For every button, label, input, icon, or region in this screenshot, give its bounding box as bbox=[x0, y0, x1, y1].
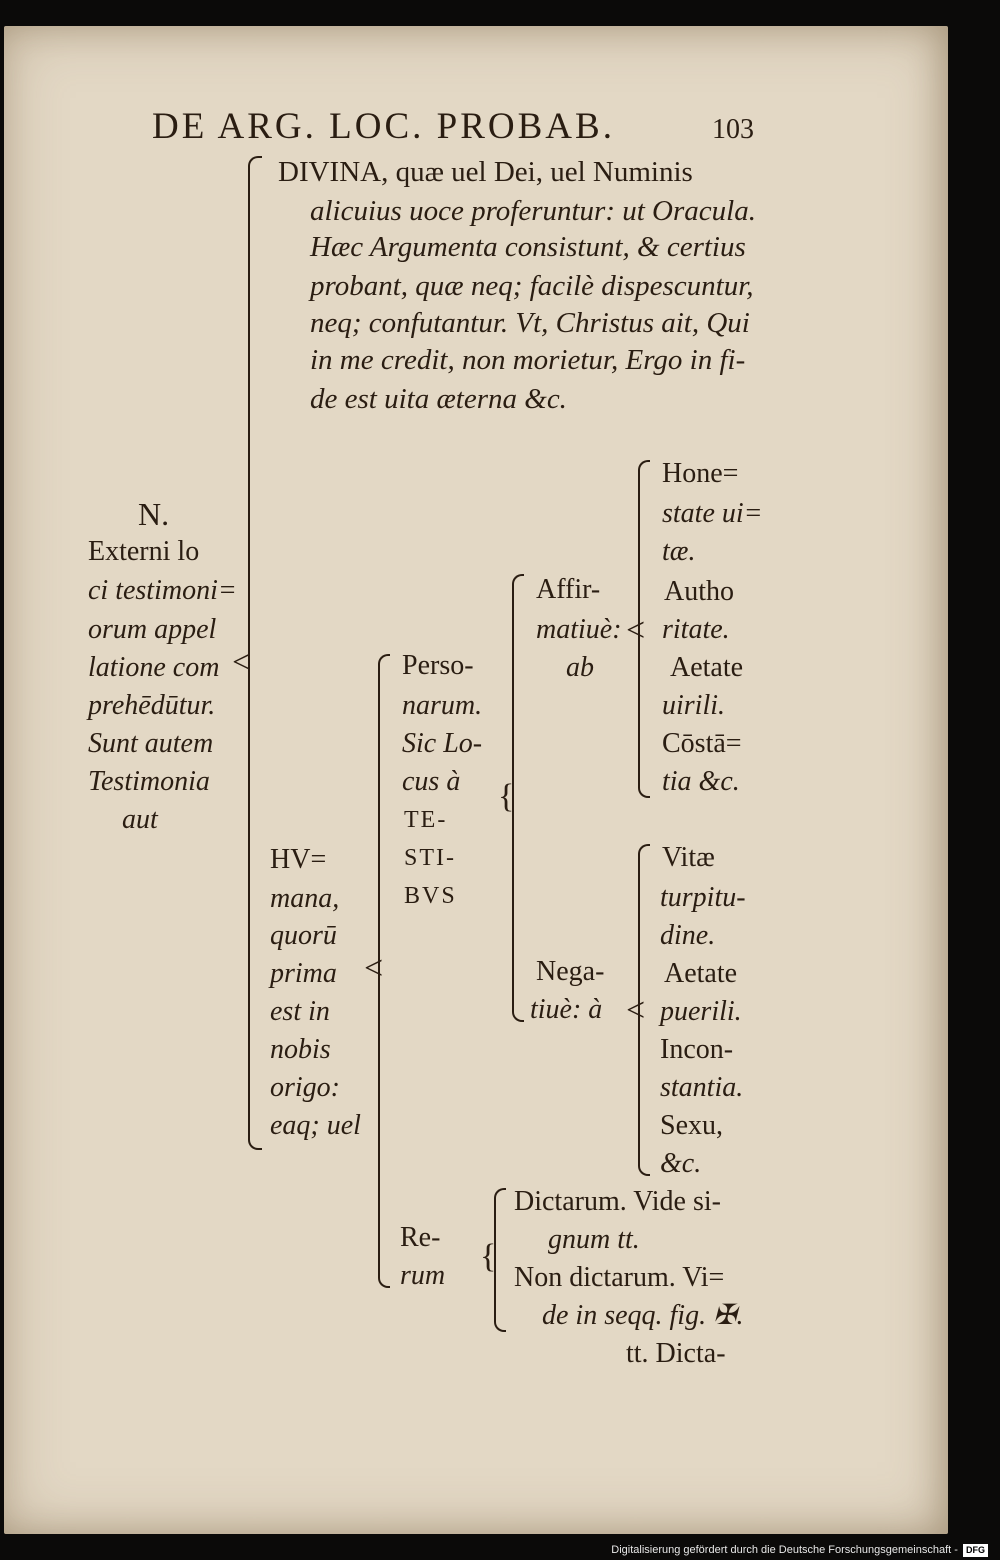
humana-line: origo: bbox=[270, 1072, 340, 1103]
externi-line: latione com bbox=[88, 652, 220, 683]
divina-line: DIVINA, quæ uel Dei, uel Numinis bbox=[278, 156, 693, 188]
personarum-line: STI- bbox=[404, 845, 456, 871]
rerum-item: gnum tt. bbox=[548, 1224, 640, 1255]
affirm-item: ritate. bbox=[662, 614, 730, 645]
personarum-brace-point: { bbox=[498, 778, 515, 815]
neg-item: dine. bbox=[660, 920, 716, 951]
neg-item: Aetate bbox=[664, 958, 738, 989]
humana-line: eaq; uel bbox=[270, 1110, 361, 1141]
dfg-logo: DFG bbox=[963, 1544, 988, 1557]
rerum-line: Re- bbox=[400, 1222, 441, 1253]
divina-line: in me credit, non morietur, Ergo in fi- bbox=[310, 344, 746, 376]
externi-line: orum appel bbox=[88, 614, 217, 645]
personarum-line: TE- bbox=[404, 807, 448, 833]
affirm-item: tia &c. bbox=[662, 766, 740, 797]
rerum-item: Dictarum. Vide si- bbox=[514, 1186, 721, 1217]
humana-line: prima bbox=[270, 958, 337, 989]
affirm-item: state ui= bbox=[662, 498, 763, 529]
affirmatiue-line: ab bbox=[566, 652, 594, 683]
affirmatiue-line: Affir- bbox=[536, 574, 601, 605]
rerum-item: Non dictarum. Vi= bbox=[514, 1262, 725, 1293]
externi-line: aut bbox=[122, 804, 158, 835]
neg-item: &c. bbox=[660, 1148, 702, 1179]
affirm-item: uirili. bbox=[662, 690, 726, 721]
neg-brace-point: < bbox=[626, 992, 646, 1029]
personarum-line: BVS bbox=[404, 883, 457, 909]
rerum-item: de in seqq. fig. ✠. bbox=[542, 1300, 744, 1331]
externi-line: Testimonia bbox=[88, 766, 210, 797]
neg-item: Vitæ bbox=[662, 842, 715, 873]
affirm-item: Cōstā= bbox=[662, 728, 742, 759]
divina-line: alicuius uoce proferuntur: ut Oracula. bbox=[310, 195, 756, 227]
neg-item: stantia. bbox=[660, 1072, 744, 1103]
affirm-brace-point: < bbox=[626, 612, 646, 649]
humana-line: quorū bbox=[270, 920, 337, 951]
affirm-item: tæ. bbox=[662, 536, 696, 567]
neg-item: puerili. bbox=[660, 996, 742, 1027]
divina-line: Hæc Argumenta consistunt, & certius bbox=[310, 231, 746, 263]
personarum-line: Sic Lo- bbox=[402, 728, 483, 759]
neg-item: turpitu- bbox=[660, 882, 746, 913]
externi-line: Sunt autem bbox=[88, 728, 214, 759]
humana-line: nobis bbox=[270, 1034, 331, 1065]
running-head-title: DE ARG. LOC. PROBAB. bbox=[152, 106, 615, 147]
humana-line: HV= bbox=[270, 844, 327, 875]
neg-item: Sexu, bbox=[660, 1110, 723, 1141]
page-number: 103 bbox=[712, 114, 754, 145]
affirmatiue-line: matiuè: bbox=[536, 614, 622, 645]
rerum-item: tt. Dicta- bbox=[626, 1338, 726, 1369]
externi-line: ci testimoni= bbox=[88, 575, 237, 606]
affirm-item: Hone= bbox=[662, 458, 739, 489]
affirm-item: Aetate bbox=[670, 652, 744, 683]
humana-brace-point: < bbox=[364, 950, 384, 987]
negatiue-line: Nega- bbox=[536, 956, 605, 987]
divina-line: de est uita æterna &c. bbox=[310, 383, 567, 415]
digitization-footer bbox=[0, 1540, 1000, 1560]
main-brace-point: < bbox=[232, 644, 252, 681]
rerum-line: rum bbox=[400, 1260, 446, 1291]
neg-item: Incon- bbox=[660, 1034, 734, 1065]
humana-line: est in bbox=[270, 996, 330, 1027]
side-mark: N. bbox=[138, 496, 170, 532]
rerum-brace-point: { bbox=[480, 1238, 497, 1275]
personarum-line: Perso- bbox=[402, 650, 474, 681]
affirm-item: Autho bbox=[664, 576, 734, 607]
divina-line: neq; confutantur. Vt, Christus ait, Qui bbox=[310, 307, 750, 339]
externi-line: Externi lo bbox=[88, 536, 200, 567]
externi-line: prehēdūtur. bbox=[88, 690, 216, 721]
humana-line: mana, bbox=[270, 883, 340, 914]
footer-text: Digitalisierung gefördert durch die Deutsche Forschungsgemeinschaft - bbox=[611, 1544, 958, 1556]
divina-line: probant, quæ neq; facilè dispescuntur, bbox=[310, 270, 754, 302]
personarum-line: cus à bbox=[402, 766, 461, 797]
personarum-line: narum. bbox=[402, 690, 483, 721]
negatiue-line: tiuè: à bbox=[530, 994, 603, 1025]
